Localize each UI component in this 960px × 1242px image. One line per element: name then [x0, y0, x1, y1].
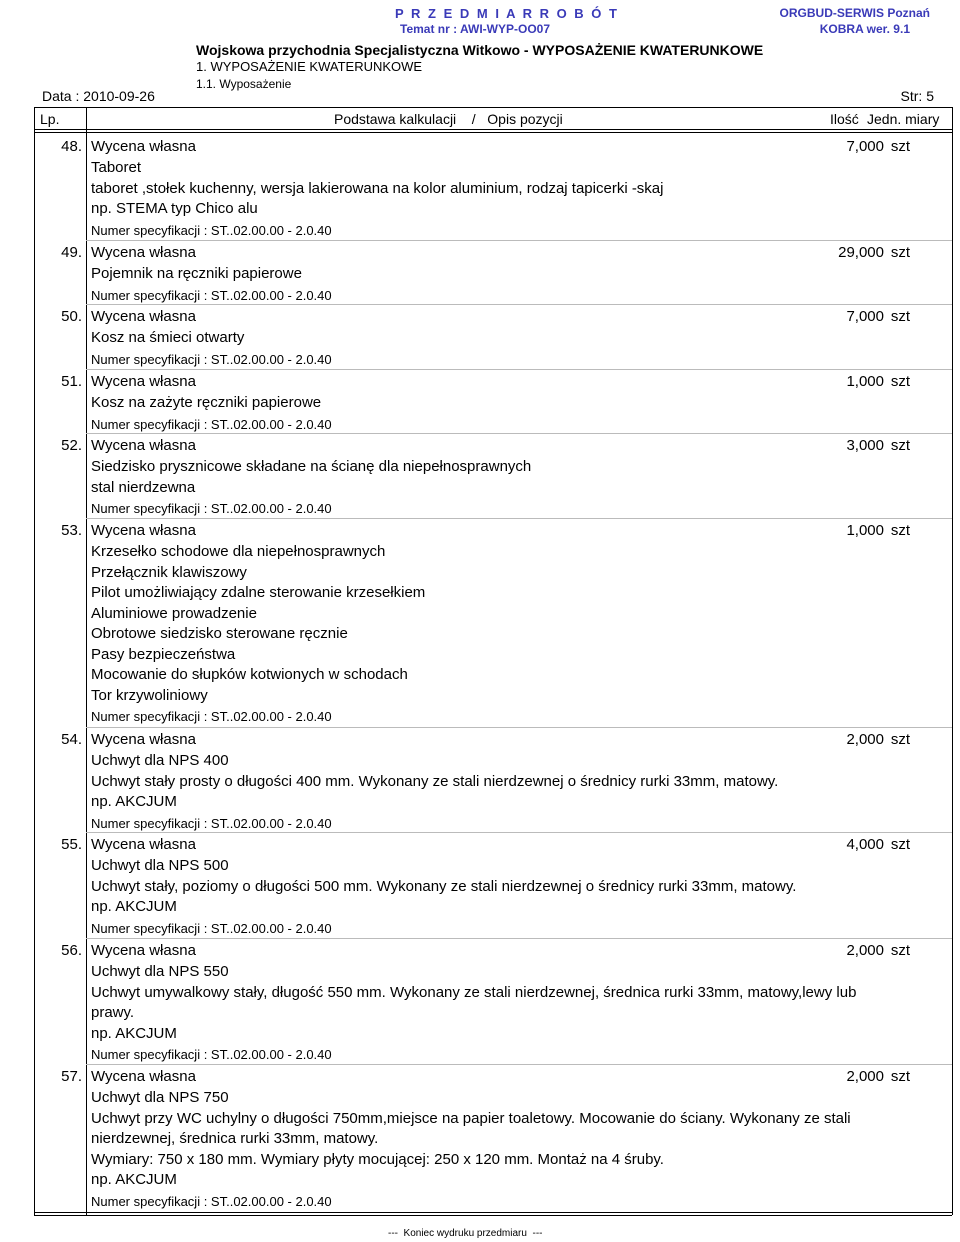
item-quantity: 7,000: [846, 308, 884, 325]
item-number: 53.: [61, 522, 82, 539]
item-source: Wycena własna: [91, 522, 196, 539]
item-description-line: Uchwyt przy WC uchylny o długości 750mm,miejsce na papier toaletowy. Mocowanie do ściany. Wykonany ze stali: [91, 1109, 851, 1127]
item-quantity: 3,000: [846, 437, 884, 454]
item-description-line: Kosz na śmieci otwarty: [91, 329, 245, 346]
document-title: Wojskowa przychodnia Specjalistyczna Witkowo - WYPOSAŻENIE KWATERUNKOWE: [196, 42, 764, 58]
item-separator: [86, 240, 952, 241]
item-number: 56.: [61, 942, 82, 959]
item-spec-number: Numer specyfikacji : ST..02.00.00 - 2.0.40: [91, 1047, 332, 1062]
item-unit: szt: [890, 942, 910, 959]
item-description-line: np. STEMA typ Chico alu: [91, 200, 258, 217]
header-bottom-rule: [34, 129, 952, 130]
item-unit: szt: [890, 244, 910, 261]
item-spec-number: Numer specyfikacji : ST..02.00.00 - 2.0.40: [91, 287, 332, 303]
item-quantity: 2,000: [846, 731, 884, 748]
item-spec-number: Numer specyfikacji : ST..02.00.00 - 2.0.40: [91, 1193, 332, 1209]
item-description-line: Pojemnik na ręczniki papierowe: [91, 265, 302, 282]
item-description-line: Uchwyt dla NPS 500: [91, 857, 229, 874]
print-date: Data : 2010-09-26: [42, 88, 155, 104]
item-description-line: Mocowanie do słupków kotwionych w schodach: [91, 666, 408, 683]
subsection-title: 1.1. Wyposażenie: [196, 77, 292, 91]
item-spec-number: Numer specyfikacji : ST..02.00.00 - 2.0.40: [91, 920, 332, 936]
item-unit: szt: [890, 373, 910, 390]
item-number: 48.: [61, 138, 82, 155]
item-quantity: 1,000: [846, 522, 884, 539]
column-lp: Lp.: [40, 111, 60, 127]
header-double-rule: [34, 132, 952, 133]
item-description-line: Pasy bezpieczeństwa: [91, 645, 236, 663]
item-source: Wycena własna: [91, 373, 196, 390]
item-description-line: stal nierdzewna: [91, 478, 196, 496]
item-quantity: 7,000: [846, 138, 884, 155]
item-quantity: 2,000: [846, 1068, 884, 1085]
item-description-line: Przełącznik klawiszowy: [91, 563, 247, 581]
item-separator: [86, 1064, 952, 1065]
item-description-line: np. AKCJUM: [91, 1024, 177, 1042]
item-spec-number: Numer specyfikacji : ST..02.00.00 - 2.0.40: [91, 709, 332, 724]
item-separator: [86, 304, 952, 305]
item-source: Wycena własna: [91, 836, 196, 853]
print-end-note: --- Koniec wydruku przedmiaru ---: [388, 1228, 543, 1239]
table-bottom-rule: [34, 1212, 952, 1213]
item-separator: [86, 369, 952, 370]
item-description-line: Krzesełko schodowe dla niepełnosprawnych: [91, 543, 386, 560]
topic-number: Temat nr : AWI-WYP-OO07: [400, 22, 551, 36]
item-spec-number: Numer specyfikacji : ST..02.00.00 - 2.0.40: [91, 416, 332, 432]
item-separator: [86, 518, 952, 519]
item-unit: szt: [890, 1068, 910, 1085]
item-number: 55.: [61, 836, 82, 853]
item-spec-number: Numer specyfikacji : ST..02.00.00 - 2.0.40: [91, 501, 332, 516]
item-unit: szt: [890, 308, 910, 325]
item-number: 49.: [61, 244, 82, 261]
item-spec-number: Numer specyfikacji : ST..02.00.00 - 2.0.40: [91, 815, 332, 831]
item-description-line: Uchwyt dla NPS 400: [91, 752, 229, 769]
item-description-line: Taboret: [91, 159, 142, 176]
item-source: Wycena własna: [91, 244, 196, 261]
item-description-line: Wymiary: 750 x 180 mm. Wymiary płyty mocującej: 250 x 120 mm. Montaż na 4 śruby.: [91, 1150, 664, 1168]
item-unit: szt: [890, 522, 910, 539]
item-description-line: Siedzisko prysznicowe składane na ścianę dla niepełnosprawnych: [91, 458, 532, 475]
item-source: Wycena własna: [91, 138, 196, 155]
item-description-line: Obrotowe siedzisko sterowane ręcznie: [91, 625, 348, 642]
item-number: 57.: [61, 1068, 82, 1085]
item-source: Wycena własna: [91, 1068, 196, 1085]
item-unit: szt: [890, 836, 910, 853]
table-lp-divider: [86, 107, 87, 1215]
item-spec-number: Numer specyfikacji : ST..02.00.00 - 2.0.40: [91, 351, 332, 367]
item-separator: [86, 433, 952, 434]
item-unit: szt: [890, 437, 910, 454]
table-right-border: [952, 107, 953, 1215]
item-description-line: nierdzewnej, średnica rurki 33mm, matowy.: [91, 1130, 379, 1147]
item-description-line: taboret ,stołek kuchenny, wersja lakierowana na kolor aluminium, rodzaj tapicerki -skaj: [91, 179, 664, 197]
item-spec-number: Numer specyfikacji : ST..02.00.00 - 2.0.40: [91, 222, 332, 238]
column-unit: Jedn. miary: [867, 111, 940, 127]
page-number: Str: 5: [900, 88, 934, 104]
item-unit: szt: [890, 731, 910, 748]
item-description-line: Uchwyt dla NPS 550: [91, 963, 229, 980]
section-title: 1. WYPOSAŻENIE KWATERUNKOWE: [196, 59, 423, 74]
item-description-line: Tor krzywoliniowy: [91, 686, 208, 704]
item-description-line: Pilot umożliwiający zdalne sterowanie krzesełkiem: [91, 584, 426, 601]
item-quantity: 29,000: [838, 244, 884, 261]
item-number: 51.: [61, 373, 82, 390]
item-separator: [86, 727, 952, 728]
item-number: 52.: [61, 437, 82, 454]
item-description-line: Uchwyt stały prosty o długości 400 mm. Wykonany ze stali nierdzewnej o średnicy rurki 33mm, matowy.: [91, 772, 779, 790]
item-number: 54.: [61, 731, 82, 748]
item-source: Wycena własna: [91, 308, 196, 325]
item-number: 50.: [61, 308, 82, 325]
item-description-line: np. AKCJUM: [91, 898, 177, 915]
column-basis: Podstawa kalkulacji / Opis pozycji: [334, 111, 563, 127]
column-quantity: Ilość: [830, 111, 859, 127]
table-left-border: [34, 107, 35, 1215]
item-separator: [86, 832, 952, 833]
item-description-line: Uchwyt dla NPS 750: [91, 1089, 229, 1106]
document-type: P R Z E D M I A R R O B Ó T: [395, 6, 619, 21]
item-description-line: prawy.: [91, 1004, 135, 1021]
item-description-line: Uchwyt umywalkowy stały, długość 550 mm. Wykonany ze stali nierdzewnej, średnica rurki 33mm, matowy,lewy lub: [91, 983, 857, 1001]
software-version: KOBRA wer. 9.1: [819, 22, 910, 36]
table-bottom-double-rule: [34, 1215, 952, 1216]
item-quantity: 1,000: [846, 373, 884, 390]
item-description-line: np. AKCJUM: [91, 1171, 177, 1188]
item-description-line: Aluminiowe prowadzenie: [91, 604, 257, 622]
item-quantity: 2,000: [846, 942, 884, 959]
header-top-rule: [34, 107, 952, 108]
item-source: Wycena własna: [91, 731, 196, 748]
item-unit: szt: [890, 138, 910, 155]
item-source: Wycena własna: [91, 437, 196, 454]
item-description-line: Uchwyt stały, poziomy o długości 500 mm. Wykonany ze stali nierdzewnej o średnicy rurki 33mm, matowy.: [91, 877, 797, 895]
item-separator: [86, 938, 952, 939]
item-description-line: np. AKCJUM: [91, 793, 177, 810]
item-source: Wycena własna: [91, 942, 196, 959]
company-name: ORGBUD-SERWIS Poznań: [779, 6, 930, 20]
item-description-line: Kosz na zażyte ręczniki papierowe: [91, 394, 322, 411]
item-quantity: 4,000: [846, 836, 884, 853]
